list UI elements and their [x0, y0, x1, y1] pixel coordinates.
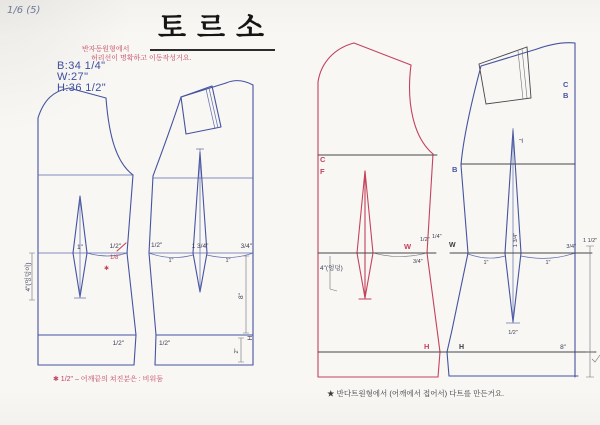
- right-front-hip-note-label: 4"(엉덩): [320, 265, 343, 272]
- right-front-side-up2-label: 1/4": [432, 234, 442, 240]
- right-front-cf-label-2: F: [320, 167, 325, 176]
- left-back-waist-dart: [193, 149, 207, 292]
- black-footnote: ★ 반다트원형에서 (어깨에서 접어서) 다트를 만든거요.: [327, 389, 505, 398]
- left-margin-hip-depth-label: 4"(엉덩이): [25, 262, 32, 292]
- left-front-dart-width-label: 1": [77, 244, 83, 251]
- left-back-measure-brackets: [29, 253, 249, 362]
- left-back-shoulder-dart-flap: [181, 86, 221, 134]
- right-front-hip-label: H: [424, 342, 430, 351]
- right-back-hip-label: H: [459, 344, 465, 351]
- right-back-cb-label-2: B: [563, 91, 569, 100]
- left-front-side-takein-label: 1/2": [109, 243, 121, 250]
- red-note-line2: 허리선이 명확하고 이동작성거요.: [91, 55, 192, 62]
- right-back-cb-label-1: C: [563, 80, 569, 89]
- page-title: 토르소: [150, 5, 275, 51]
- right-back-hip-width-label: 8": [560, 344, 566, 351]
- right-front-side-down-label: 3/4": [413, 259, 423, 265]
- red-footnote: ✱ 1/2" – 어깨끝의 쳐진분은 : 비워둠: [53, 376, 163, 383]
- right-front-bodice-outline: [318, 43, 440, 377]
- hip-measurement: H:36 1/2": [57, 82, 107, 94]
- right-front-waist-label: W: [404, 242, 412, 251]
- left-front-hem-takein-label: 1/2": [112, 340, 124, 347]
- left-back-bodice-outline: [149, 81, 253, 365]
- left-back-curve-drop2-label: 1": [225, 258, 231, 264]
- red-note-line1: 반자동원형에서: [82, 46, 130, 53]
- right-back-bodice-outline: [447, 43, 578, 377]
- left-back-hip-line-label: H: [247, 335, 254, 341]
- right-front-side-up-label: 1/2": [420, 237, 430, 243]
- right-back-bust-label: B: [452, 165, 458, 174]
- right-front-waist-dart: [357, 171, 373, 299]
- right-back-curve-drop2-label: 1": [545, 260, 551, 266]
- right-back-dart-width-label: 1 3/4": [513, 232, 519, 248]
- left-back-cb-takein-label: 3/4": [240, 243, 252, 250]
- left-front-bodice-outline: [38, 88, 136, 365]
- left-back-hip-depth-label: 8": [238, 293, 245, 299]
- right-back-waist-label: W: [449, 242, 456, 249]
- left-back-hem-takein-label: 1/2": [159, 340, 171, 347]
- red-star-mark: ✱: [104, 266, 110, 272]
- right-front-cf-label-1: C: [320, 155, 326, 164]
- waist-measurement: W:27": [57, 71, 89, 83]
- right-back-shoulder-dart-note: 7": [517, 138, 523, 144]
- page-number: 1/6 (5): [7, 5, 41, 16]
- bust-measurement: B:34 1/4": [57, 60, 106, 72]
- right-back-cb-waist-takein-label: 3/4": [566, 244, 576, 250]
- left-back-curve-drop1-label: 1": [168, 258, 174, 264]
- right-back-curve-drop1-label: 1": [483, 260, 489, 266]
- left-back-dart-width-label: 1 3/4": [191, 243, 209, 250]
- right-back-cb-ease-label: 1 1/2": [583, 238, 598, 244]
- right-back-dart-tip-drop-label: 1/2": [508, 330, 518, 336]
- left-back-hem-depth-label: 2": [234, 348, 240, 354]
- left-back-side-takein-label: 1/2": [151, 242, 163, 249]
- red-amount-label: 1/8": [110, 255, 121, 261]
- right-back-shoulder-dart-flap: [479, 47, 531, 104]
- right-back-waist-dart: [468, 128, 575, 323]
